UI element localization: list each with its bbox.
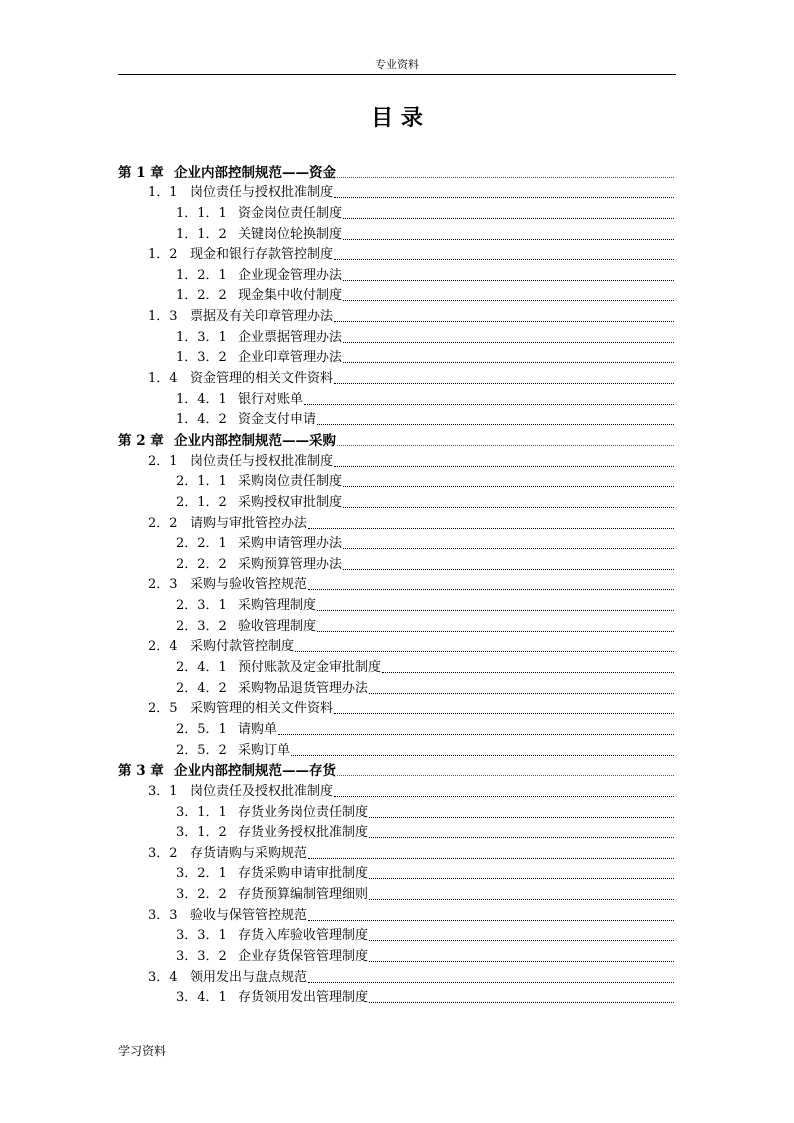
toc-dot-leader xyxy=(308,588,674,590)
toc-subsection-entry[interactable] xyxy=(118,346,674,367)
toc-entry-title: 采购物品退货管理办法 xyxy=(238,680,369,696)
toc-entry-title: 企业内部控制规范——资金 xyxy=(174,164,336,181)
toc-entry-number: 1．1．1 xyxy=(176,205,227,221)
toc-entry-title: 存货采购申请审批制度 xyxy=(238,866,369,882)
toc-subsection-entry[interactable] xyxy=(118,263,674,284)
toc-dot-leader xyxy=(308,857,674,859)
toc-entry-number: 1．2 xyxy=(148,247,178,263)
toc-dot-leader xyxy=(343,341,674,343)
toc-entry-title: 请购单 xyxy=(238,721,278,737)
toc-subsection-entry[interactable] xyxy=(118,800,674,821)
toc-entry-title: 关键岗位轮换制度 xyxy=(238,226,343,242)
toc-entry-number: 3．2 xyxy=(148,845,178,861)
toc-dot-leader xyxy=(337,444,674,446)
toc-dot-leader xyxy=(369,898,674,900)
toc-entry-title: 资金支付申请 xyxy=(238,412,317,428)
toc-section-entry[interactable] xyxy=(118,181,674,202)
toc-entry-title: 岗位责任与授权批准制度 xyxy=(190,453,334,469)
toc-entry-title: 验收与保管管控规范 xyxy=(190,907,308,923)
toc-chapter-entry[interactable] xyxy=(118,759,674,780)
toc-dot-leader xyxy=(334,465,674,467)
toc-dot-leader xyxy=(369,1001,674,1003)
toc-dot-leader xyxy=(343,485,674,487)
toc-entry-number: 1．1 xyxy=(148,185,178,201)
toc-dot-leader xyxy=(343,361,674,363)
toc-entry-number: 3．1．2 xyxy=(176,825,227,841)
toc-section-entry[interactable] xyxy=(118,903,674,924)
toc-entry-title: 企业存货保管管理制度 xyxy=(238,948,369,964)
toc-dot-leader xyxy=(278,733,674,735)
toc-entry-number: 2．5．2 xyxy=(176,742,227,758)
toc-entry-number: 第 2 章 xyxy=(118,432,164,449)
toc-dot-leader xyxy=(317,609,674,611)
toc-entry-number: 3．4．1 xyxy=(176,990,227,1006)
toc-entry-number: 1．4．2 xyxy=(176,412,227,428)
toc-subsection-entry[interactable] xyxy=(118,986,674,1007)
toc-entry-number: 2．3．1 xyxy=(176,598,227,614)
toc-entry-number: 3．2．2 xyxy=(176,887,227,903)
toc-entry-title: 采购订单 xyxy=(238,742,291,758)
toc-subsection-entry[interactable] xyxy=(118,387,674,408)
toc-entry-number: 3．1．1 xyxy=(176,804,227,820)
toc-entry-number: 第 3 章 xyxy=(118,763,164,780)
toc-subsection-entry[interactable] xyxy=(118,552,674,573)
toc-entry-number: 1．4 xyxy=(148,371,178,387)
toc-chapter-entry[interactable] xyxy=(118,160,674,181)
toc-entry-title: 存货业务授权批准制度 xyxy=(238,825,369,841)
toc-dot-leader xyxy=(308,919,674,921)
toc-entry-title: 岗位责任与授权批准制度 xyxy=(190,185,334,201)
toc-section-entry[interactable] xyxy=(118,449,674,470)
toc-entry-number: 2．3 xyxy=(148,577,178,593)
toc-dot-leader xyxy=(291,754,674,756)
toc-subsection-entry[interactable] xyxy=(118,676,674,697)
toc-dot-leader xyxy=(343,547,674,549)
toc-dot-leader xyxy=(317,423,674,425)
page-title: 目 录 xyxy=(371,105,423,131)
toc-entry-title: 现金集中收付制度 xyxy=(238,288,343,304)
toc-entry-title: 企业内部控制规范——采购 xyxy=(174,432,336,449)
toc-entry-number: 2．4．1 xyxy=(176,660,227,676)
toc-subsection-entry[interactable] xyxy=(118,408,674,429)
toc-entry-title: 岗位责任及授权批准制度 xyxy=(190,783,334,799)
toc-entry-number: 1．2．1 xyxy=(176,267,227,283)
toc-subsection-entry[interactable] xyxy=(118,821,674,842)
toc-subsection-entry[interactable] xyxy=(118,490,674,511)
toc-entry-number: 1．4．1 xyxy=(176,391,227,407)
toc-subsection-entry[interactable] xyxy=(118,201,674,222)
toc-dot-leader xyxy=(334,196,674,198)
toc-entry-title: 预付账款及定金审批制度 xyxy=(238,660,382,676)
toc-dot-leader xyxy=(369,816,674,818)
toc-entry-title: 请购与审批管控办法 xyxy=(190,515,308,531)
toc-entry-number: 2．4．2 xyxy=(176,680,227,696)
toc-entry-number: 2．1．2 xyxy=(176,494,227,510)
toc-dot-leader xyxy=(343,299,674,301)
toc-section-entry[interactable] xyxy=(118,304,674,325)
toc-entry-number: 1．3 xyxy=(148,309,178,325)
toc-entry-number: 3．3．1 xyxy=(176,928,227,944)
toc-entry-title: 存货预算编制管理细则 xyxy=(238,887,369,903)
toc-subsection-entry[interactable] xyxy=(118,325,674,346)
toc-section-entry[interactable] xyxy=(118,841,674,862)
toc-dot-leader xyxy=(304,403,674,405)
toc-dot-leader xyxy=(337,774,674,776)
toc-section-entry[interactable] xyxy=(118,779,674,800)
toc-dot-leader xyxy=(343,217,674,219)
toc-entry-title: 采购岗位责任制度 xyxy=(238,474,343,490)
toc-dot-leader xyxy=(334,712,674,714)
toc-dot-leader xyxy=(343,279,674,281)
toc-dot-leader xyxy=(369,877,674,879)
toc-section-entry[interactable] xyxy=(118,965,674,986)
toc-section-entry[interactable] xyxy=(118,366,674,387)
toc-dot-leader xyxy=(308,527,674,529)
toc-entry-title: 企业现金管理办法 xyxy=(238,267,343,283)
toc-dot-leader xyxy=(369,939,674,941)
toc-entry-number: 1．1．2 xyxy=(176,226,227,242)
toc-dot-leader xyxy=(343,238,674,240)
toc-dot-leader xyxy=(343,568,674,570)
toc-entry-number: 3．4 xyxy=(148,969,178,985)
toc-entry-number: 3．3．2 xyxy=(176,948,227,964)
toc-subsection-entry[interactable] xyxy=(118,222,674,243)
toc-subsection-entry[interactable] xyxy=(118,717,674,738)
table-of-contents xyxy=(118,160,674,1006)
toc-subsection-entry[interactable] xyxy=(118,593,674,614)
toc-subsection-entry[interactable] xyxy=(118,944,674,965)
toc-entry-number: 2．2 xyxy=(148,515,178,531)
toc-entry-number: 第 1 章 xyxy=(118,164,164,181)
toc-entry-title: 采购管理制度 xyxy=(238,598,317,614)
toc-subsection-entry[interactable] xyxy=(118,655,674,676)
toc-entry-title: 票据及有关印章管理办法 xyxy=(190,309,334,325)
toc-section-entry[interactable] xyxy=(118,511,674,532)
toc-entry-number: 2．4 xyxy=(148,639,178,655)
toc-subsection-entry[interactable] xyxy=(118,532,674,553)
toc-entry-number: 2．5．1 xyxy=(176,721,227,737)
toc-dot-leader xyxy=(334,320,674,322)
toc-dot-leader xyxy=(369,960,674,962)
toc-subsection-entry[interactable] xyxy=(118,882,674,903)
toc-entry-number: 2．2．2 xyxy=(176,556,227,572)
toc-entry-title: 资金岗位责任制度 xyxy=(238,205,343,221)
toc-section-entry[interactable] xyxy=(118,243,674,264)
toc-dot-leader xyxy=(295,650,674,652)
toc-entry-number: 2．5 xyxy=(148,701,178,717)
toc-entry-title: 采购付款管控制度 xyxy=(190,639,295,655)
toc-dot-leader xyxy=(334,382,674,384)
toc-dot-leader xyxy=(337,176,674,178)
toc-dot-leader xyxy=(382,671,674,673)
toc-section-entry[interactable] xyxy=(118,697,674,718)
toc-subsection-entry[interactable] xyxy=(118,738,674,759)
toc-entry-title: 存货请购与采购规范 xyxy=(190,845,308,861)
page-header: 专业资料 xyxy=(118,58,676,75)
toc-entry-title: 现金和银行存款管控制度 xyxy=(190,247,334,263)
toc-entry-title: 采购与验收管控规范 xyxy=(190,577,308,593)
toc-dot-leader xyxy=(343,506,674,508)
toc-dot-leader xyxy=(317,630,674,632)
toc-entry-number: 1．3．1 xyxy=(176,329,227,345)
toc-entry-title: 采购授权审批制度 xyxy=(238,494,343,510)
toc-entry-title: 验收管理制度 xyxy=(238,618,317,634)
toc-entry-title: 企业票据管理办法 xyxy=(238,329,343,345)
toc-chapter-entry[interactable] xyxy=(118,428,674,449)
toc-entry-title: 领用发出与盘点规范 xyxy=(190,969,308,985)
toc-entry-number: 2．1 xyxy=(148,453,178,469)
toc-entry-number: 2．1．1 xyxy=(176,474,227,490)
toc-entry-title: 银行对账单 xyxy=(238,391,304,407)
toc-section-entry[interactable] xyxy=(118,635,674,656)
toc-entry-title: 资金管理的相关文件资料 xyxy=(190,371,334,387)
toc-subsection-entry[interactable] xyxy=(118,614,674,635)
toc-entry-number: 3．2．1 xyxy=(176,866,227,882)
toc-entry-title: 存货领用发出管理制度 xyxy=(238,990,369,1006)
toc-entry-number: 2．2．1 xyxy=(176,536,227,552)
toc-dot-leader xyxy=(334,258,674,260)
toc-entry-number: 1．3．2 xyxy=(176,350,227,366)
toc-dot-leader xyxy=(334,795,674,797)
toc-dot-leader xyxy=(369,692,674,694)
toc-subsection-entry[interactable] xyxy=(118,470,674,491)
page-footer: 学习资料 xyxy=(118,1044,167,1058)
toc-entry-title: 采购申请管理办法 xyxy=(238,536,343,552)
toc-section-entry[interactable] xyxy=(118,573,674,594)
toc-subsection-entry[interactable] xyxy=(118,284,674,305)
toc-entry-number: 1．2．2 xyxy=(176,288,227,304)
toc-subsection-entry[interactable] xyxy=(118,862,674,883)
toc-entry-title: 采购管理的相关文件资料 xyxy=(190,701,334,717)
toc-entry-title: 存货入库验收管理制度 xyxy=(238,928,369,944)
toc-entry-title: 采购预算管理办法 xyxy=(238,556,343,572)
toc-subsection-entry[interactable] xyxy=(118,924,674,945)
toc-dot-leader xyxy=(369,836,674,838)
toc-entry-title: 存货业务岗位责任制度 xyxy=(238,804,369,820)
toc-entry-title: 企业印章管理办法 xyxy=(238,350,343,366)
toc-entry-number: 3．3 xyxy=(148,907,178,923)
toc-dot-leader xyxy=(308,981,674,983)
toc-entry-title: 企业内部控制规范——存货 xyxy=(174,763,336,780)
toc-entry-number: 3．1 xyxy=(148,783,178,799)
toc-entry-number: 2．3．2 xyxy=(176,618,227,634)
